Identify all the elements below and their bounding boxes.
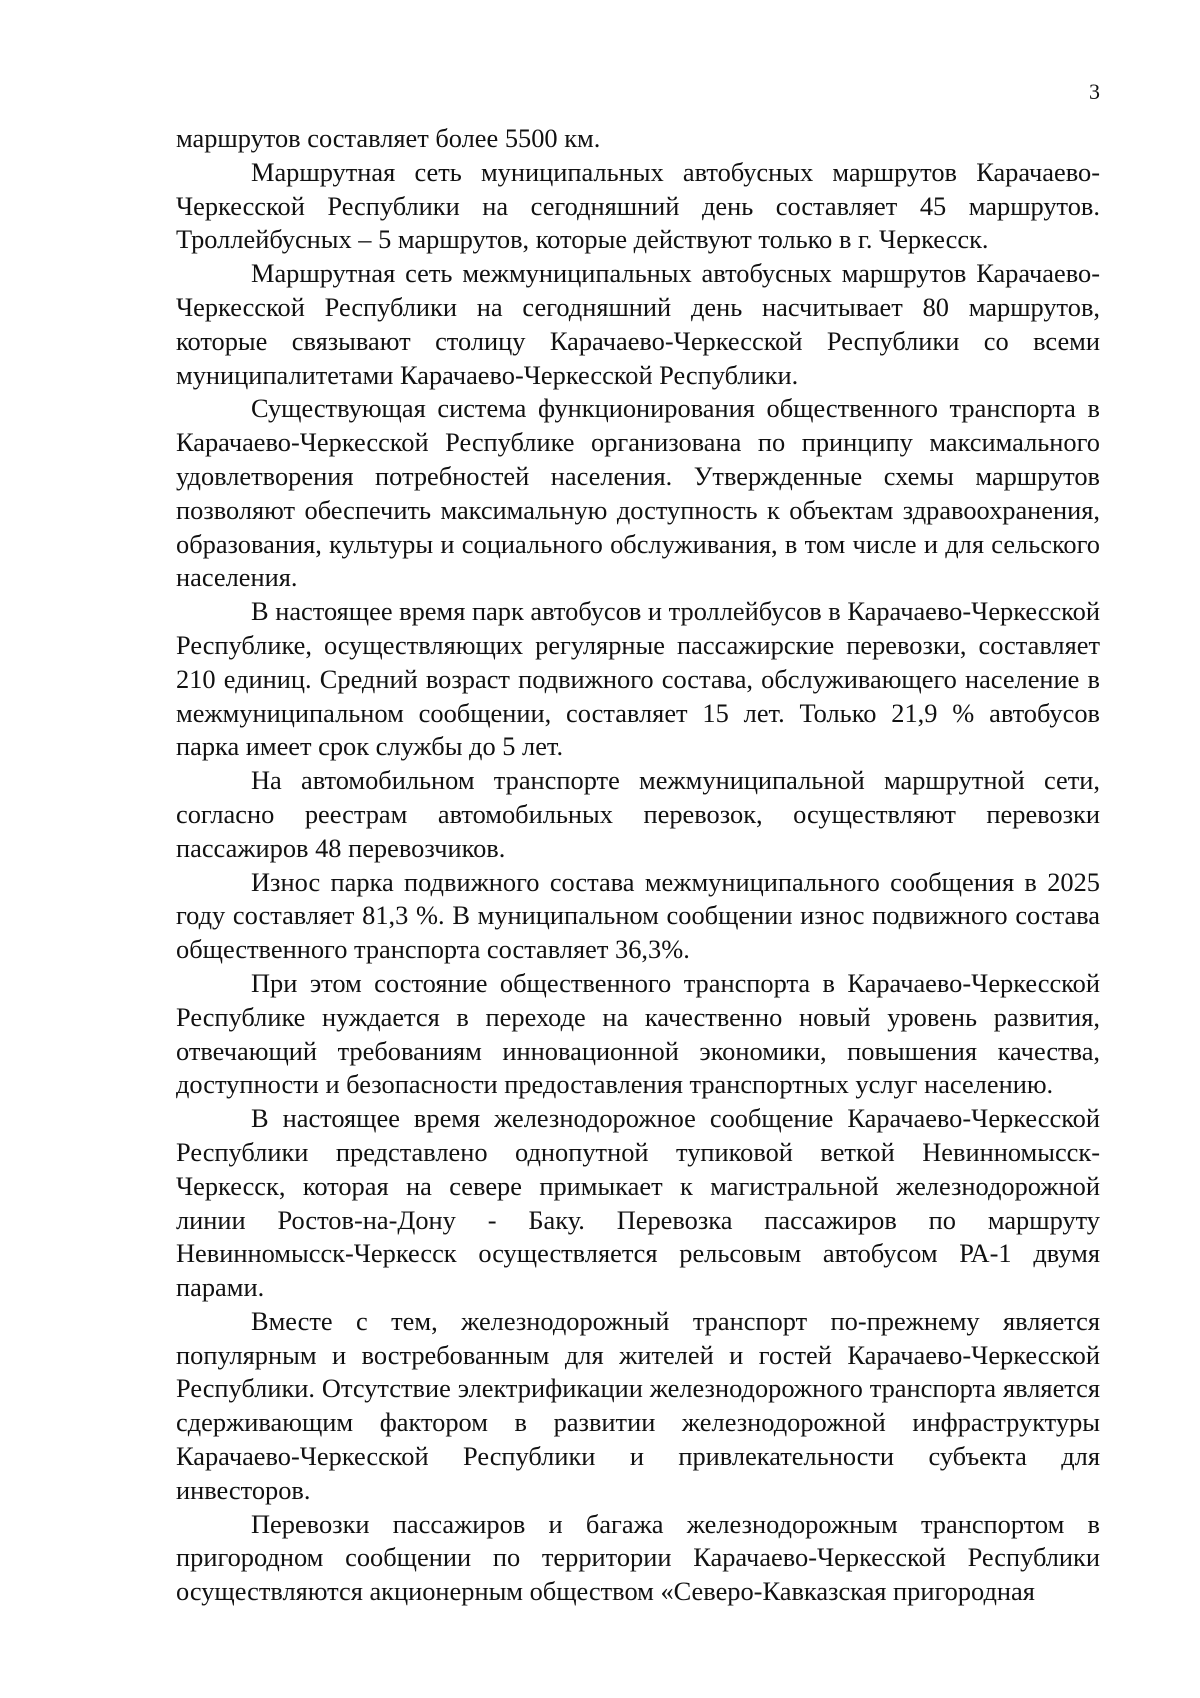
paragraph-development-needs: При этом состояние общественного транспорта в Карачаево-Черкесской Республике нуждается в переходе на качественно новый уровень развития, отвечающий требованиям инновационной экономики, повышения качества, доступности и безопасности предоставления транспортных услуг населению. [176, 967, 1100, 1100]
paragraph-suburban-transport: Перевозки пассажиров и багажа железнодорожным транспортом в пригородном сообщении по территории Карачаево-Черкесской Республики осуществляются акционерным обществом «Северо-Кавказская пригородная [176, 1508, 1100, 1607]
paragraph-railway-connection: В настоящее время железнодорожное сообщение Карачаево-Черкесской Республики представлено однопутной тупиковой веткой Невинномысск-Черкесск, которая на севере примыкает к магистральной железнодорожной линии Ростов-на-Дону - Баку. Перевозка пассажиров по маршруту Невинномысск-Черкесск осуществляется рельсовым автобусом РА-1 двумя парами. [176, 1103, 1100, 1303]
document-body [176, 122, 1100, 1609]
paragraph-carriers: На автомобильном транспорте межмуниципальной маршрутной сети, согласно реестрам автомобильных перевозок, осуществляют перевозки пассажиров 48 перевозчиков. [176, 765, 1100, 863]
page-number: 3 [1089, 79, 1100, 104]
paragraph-intermunicipal-routes: Маршрутная сеть межмуниципальных автобусных маршрутов Карачаево-Черкесской Республики на сегодняшний день насчитывает 80 маршрутов, которые связывают столицу Карачаево-Черкесской Республики со всеми муниципалитетами Карачаево-Черкесской Республики. [176, 258, 1100, 390]
paragraph-municipal-routes: Маршрутная сеть муниципальных автобусных маршрутов Карачаево-Черкесской Республики на сегодняшний день составляет 45 маршрутов. Троллейбусных – 5 маршрутов, которые действуют только в г. Черкесск. [176, 156, 1100, 255]
paragraph-fleet-size: В настоящее время парк автобусов и троллейбусов в Карачаево-Черкесской Республике, осуществляющих регулярные пассажирские перевозки, составляет 210 единиц. Средний возраст подвижного состава, обслуживающего население в межмуниципальном сообщении, составляет 15 лет. Только 21,9 % автобусов парка имеет срок службы до 5 лет. [176, 596, 1100, 762]
paragraph-route-length: маршрутов составляет более 5500 км. [176, 123, 601, 153]
paragraph-fleet-wear: Износ парка подвижного состава межмуниципального сообщения в 2025 году составляет 81,3 %. В муниципальном сообщении износ подвижного состава общественного транспорта составляет 36,3%. [176, 866, 1100, 965]
paragraph-railway-popularity: Вместе с тем, железнодорожный транспорт по-прежнему является популярным и востребованным для жителей и гостей Карачаево-Черкесской Республики. Отсутствие электрификации железнодорожного транспорта является сдерживающим фактором в развитии железнодорожной инфраструктуры Карачаево-Черкесской Республики и привлекательности субъекта для инвесторов. [176, 1305, 1100, 1505]
paragraph-transport-system: Существующая система функционирования общественного транспорта в Карачаево-Черкесской Республике организована по принципу максимального удовлетворения потребностей населения. Утвержденные схемы маршрутов позволяют обеспечить максимальную доступность к объектам здравоохранения, образования, культуры и социального обслуживания, в том числе и для сельского населения. [176, 393, 1100, 593]
